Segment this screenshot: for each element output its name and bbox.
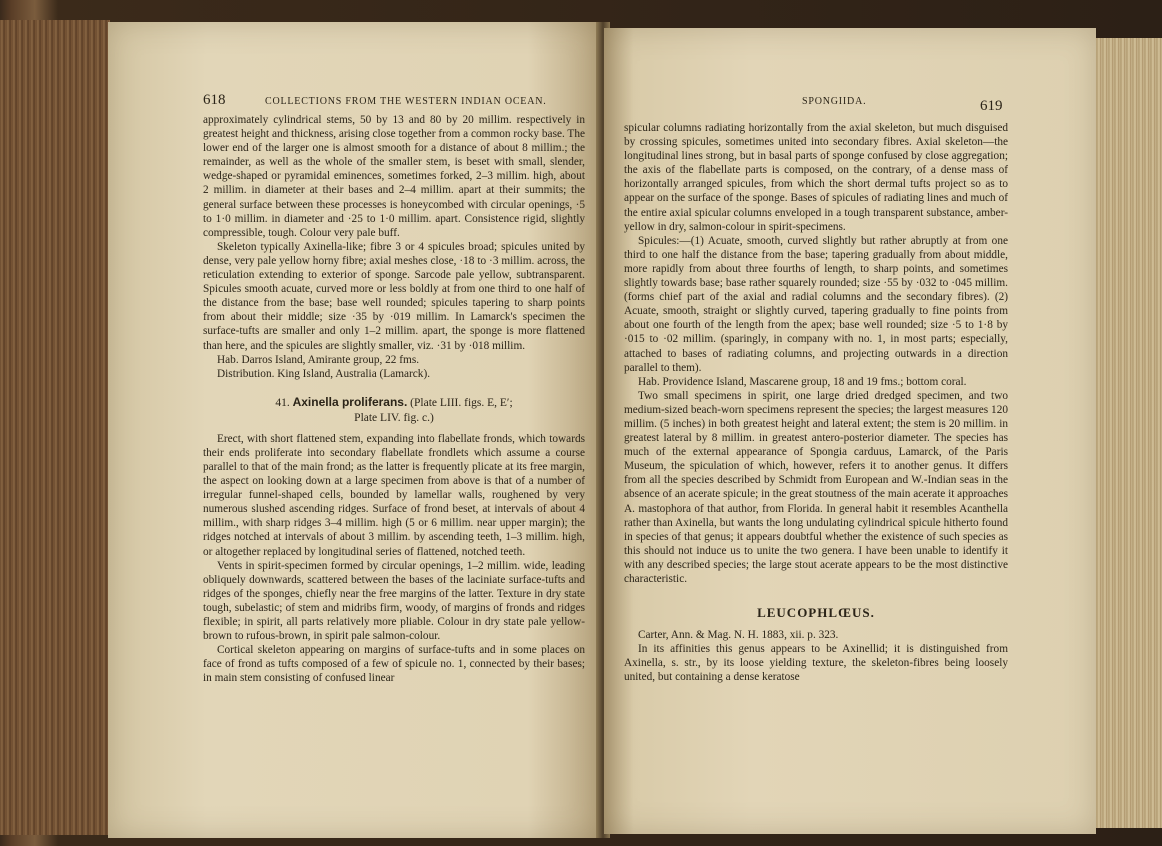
left-body: [203, 113, 585, 685]
paragraph: approximately cylindrical stems, 50 by 13 and 80 by 20 millim. respectively in greatest height and thickness, arising close together from a common rocky base. The lower end of the larger one is almost smooth for a distance of about 8 millim.; the remainder, as well as the whole of the smaller stem, is beset with small, slender, wedge-shaped or pyramidal eminences, sometimes forked, 2–3 millim. high, about 2 millim. in diameter at their bases and 2–4 millim. apart at their summits; the general surface between these processes is honeycombed with circular openings, ·5 to 1·0 millim. in diameter and ·25 to 1·0 millim. apart. Consistence rigid, slightly compressible, tough. Colour very pale buff.: [203, 114, 585, 239]
species-plate-ref: (Plate LIII. figs. E, E′;: [410, 396, 513, 409]
paragraph: Erect, with short flattened stem, expanding into flabellate fronds, which towards their ends proliferate into secondary flabellate frondlets which assume a course parallel to that of the main frond; as the latter is frequently plicate at its free margin, the aspect on looking down at a large specimen from above is that of a number of irregular funnel-shaped cells, bounded by lamellar walls, roughened by very numerous slushed ascending ridges. Surface of frond beset, at intervals of about 4 millim., with sharp ridges 3–4 millim. high (5 or 6 millim. near upper margin); the ridges notched at intervals of about 3 millim. by ascending teeth, 1–3 millim. high, or altogether replaced by longitudinal series of flattened, notched teeth.: [203, 432, 585, 558]
paragraph: Skeleton typically Axinella-like; fibre 3 or 4 spicules broad; spicules united by dense, very pale yellow horny fibre; axial meshes close, ·18 to ·3 millim. across, the reticulation extending to exterior of sponge. Sarcode pale yellow, subtransparent. Spicules smooth acuate, curved more or less boldly at from one third to one half of the distance from the base; base well rounded; spicules tapering to sharp points from about their middle; size ·35 by ·019 millim. In Lamarck's specimen the surface-tufts are smaller and only 1–2 millim. apart, the sponge is more flattened than here, and the spicules are slightly smaller, viz. ·31 by ·018 millim.: [203, 240, 585, 352]
paragraph: spicular columns radiating horizontally from the axial skeleton, but much disguised by crossing spicules, sometimes united into secondary fibres. Axial skeleton—the longitudinal lines strong, but in basal parts of sponge confused by close aggregation; the axis of the flabellate parts is composed, on the contrary, of a dense mass of horizontally arranged spicules, from which the short dermal tufts project so as to appear on the surface of the sponge. Bases of spicules of radiating lines and much of the entire axial spicular columns enveloped in a tough transparent substance, amber-yellow in dry, salmon-colour in spirit-specimens.: [624, 122, 1008, 233]
paragraph: Spicules:—(1) Acuate, smooth, curved slightly but rather abruptly at from one third to one half the distance from the base; tapering gradually from about middle, more rapidly from about three fourths of length, to sharp points, and sometimes slightly towards base; base rather squarely rounded; size ·55 by ·032 to ·045 millim. (forms chief part of the axial and radial columns and the secondary fibres). (2) Acuate, smooth, straight or slightly curved, tapering gradually to fine points from about one fourth of the length from the apex; base well rounded; size ·5 to 1·8 by ·015 to ·02 millim. (sparingly, in company with no. 1, in most parts; especially, attached to bases of radiating columns, and projecting outwards in a direction parallel to them).: [624, 234, 1008, 374]
distribution-line: Distribution. King Island, Australia (Lamarck).: [217, 367, 431, 380]
genus-reference: Carter, Ann. & Mag. N. H. 1883, xii. p. 323.: [638, 629, 839, 642]
left-page: [108, 22, 602, 838]
right-page: [604, 28, 1096, 834]
habitat-line: Hab. Providence Island, Mascarene group, 18 and 19 fms.; bottom coral.: [638, 375, 967, 388]
species-number: 41.: [275, 396, 290, 409]
right-running-head: SPONGIIDA.: [802, 96, 867, 107]
left-page-number: 618: [203, 92, 226, 108]
right-page-number: 619: [980, 98, 1003, 114]
species-name: Axinella proliferans.: [292, 394, 408, 409]
paragraph: Vents in spirit-specimen formed by circular openings, 1–2 millim. wide, leading obliquely downwards, scattered between the bases of the laciniate surface-tufts and ridges of the sponges, chiefly near the free margins of the latter. Texture in dry state tough, subelastic; of stem and midribs firm, woody, of margins of fronds and ridges flexible; in spirit, all parts relatively more pliable. Colour in dry state pale yellow-brown to rufous-brown, in spirit pale salmon-colour.: [203, 559, 585, 643]
paragraph: Two small specimens in spirit, one large dried dredged specimen, and two medium-sized beach-worn specimens represent the species; the largest measures 120 millim. (5 inches) in both greatest height and lateral extent; the stem is 20 millim. in greatest lateral by 8 millim. in greatest antero-posterior diameter. The species has much of the external appearance of Spongia carduus, Lamarck, of the Paris Museum, the spiculation of which, however, refers it to another genus. It differs from all the species described by Schmidt from European and W.-Indian seas in the absence of an acerate spicule; in the great stoutness of the main acerate it approaches A. mastophora of that author, from Florida. In general habit it resembles Acanthella rather than Axinella, but wants the long undulating cylindrical spicule hitherto found in species of that genus; it appears doubtful whether the existence of such species as this should not induce us to unite the two genera. I have been unable to identify it with any described species; the large stout acerate appears to be the most distinctive characteristic.: [624, 389, 1008, 585]
paragraph: Cortical skeleton appearing on margins of surface-tufts and in some places on face of frond as tufts composed of a few of spicule no. 1, connected by their bases; in main stem consisting of confused linear: [203, 644, 585, 685]
page-stack-right: [1095, 38, 1162, 828]
left-running-head: COLLECTIONS FROM THE WESTERN INDIAN OCEAN.: [265, 96, 547, 107]
right-body: [624, 121, 1008, 685]
paragraph: In its affinities this genus appears to be Axinellid; it is distinguished from Axinella, s. str., by its loose yielding texture, the skeleton-fibres being loosely united, but containing a dense keratose: [624, 643, 1008, 684]
page-stack-left: [0, 20, 110, 835]
species-plate-ref-2: Plate LIV. fig. c.): [354, 411, 434, 424]
genus-heading: LEUCOPHLŒUS.: [757, 605, 875, 621]
habitat-line: Hab. Darros Island, Amirante group, 22 fms.: [217, 353, 420, 366]
species-heading: [203, 395, 585, 426]
